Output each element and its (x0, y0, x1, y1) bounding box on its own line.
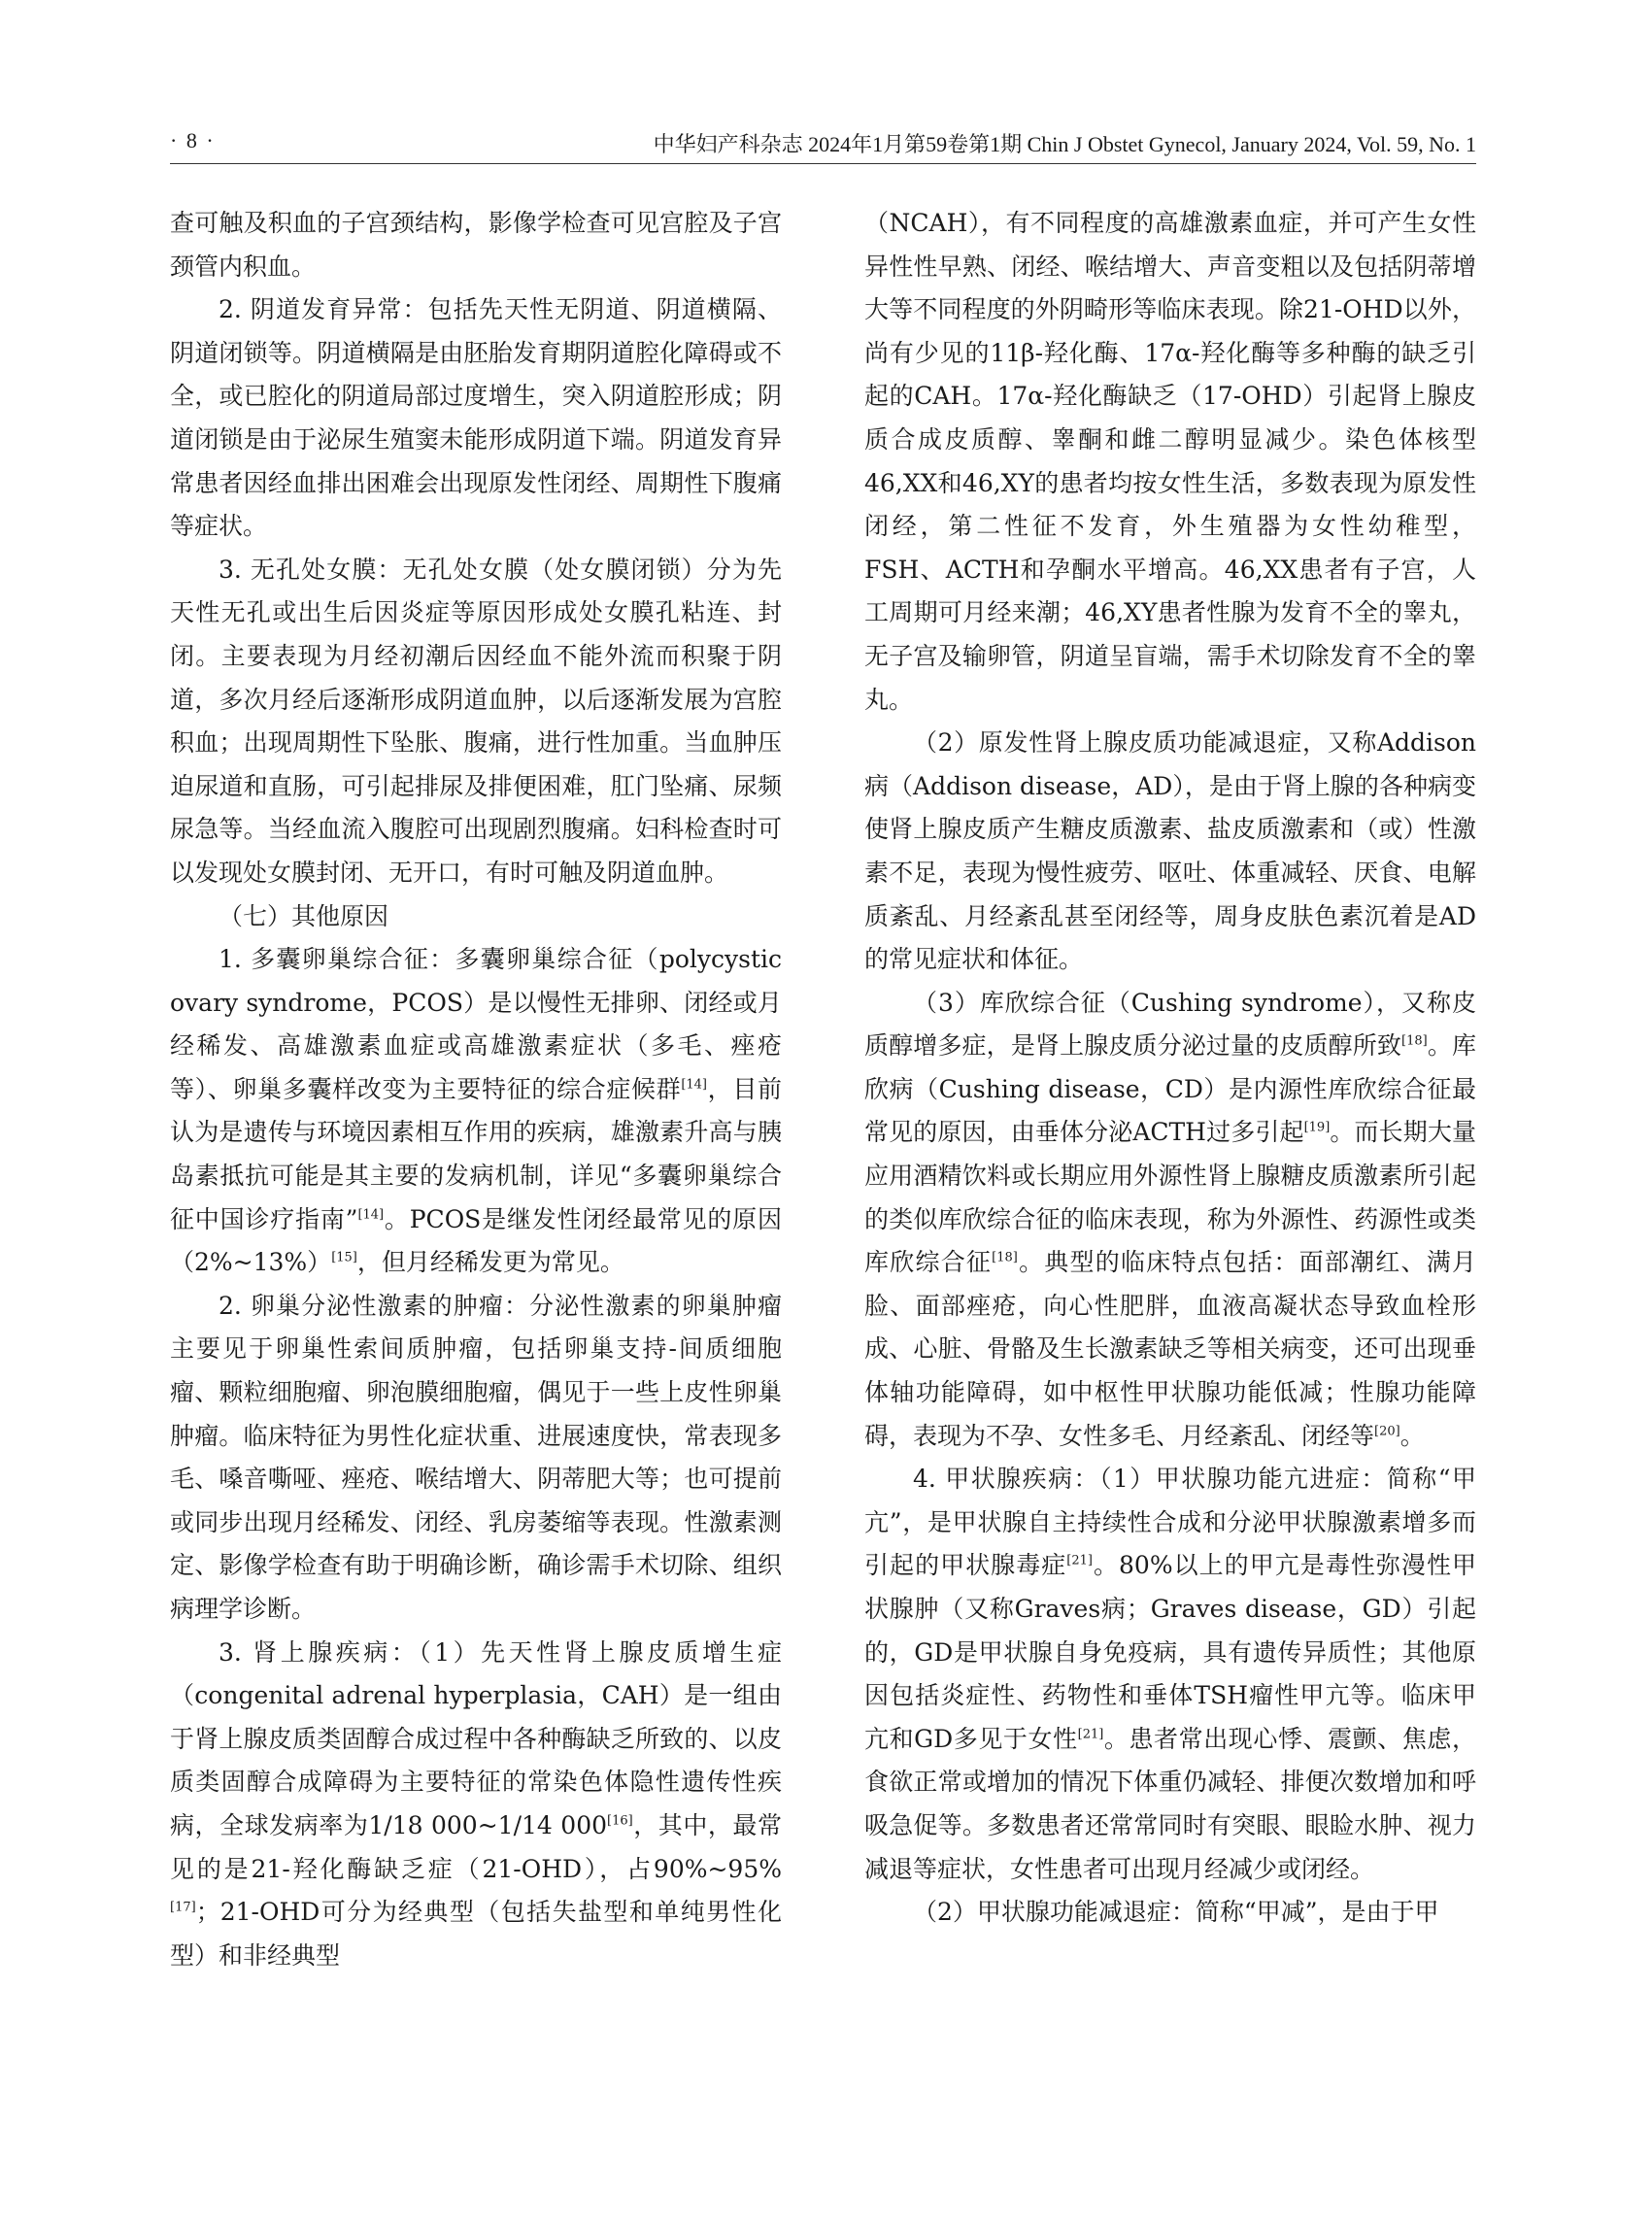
right-column (864, 202, 1476, 1935)
citation[interactable]: [14] (357, 1207, 385, 1223)
page-number: · 8 · (170, 128, 216, 152)
paragraph: 4. 甲状腺疾病：（1）甲状腺功能亢进症：简称“甲亢”，是甲状腺自主持续性合成和分泌甲状腺激素增多而引起的甲状腺毒症[21]。80%以上的甲亢是毒性弥漫性甲状腺肿（又称Graves病；Graves disease，GD）引起的，GD是甲状腺自身免疫病，具有遗传异质性；其他原因包括炎症性、药物性和垂体TSH瘤性甲亢等。临床甲亢和GD多见于女性[21]。患者常出现心悸、震颤、焦虑，食欲正常或增加的情况下体重仍减轻、排便次数增加和呼吸急促等。多数患者还常常同时有突眼、眼睑水肿、视力减退等症状，女性患者可出现月经减少或闭经。 (864, 1465, 1476, 1883)
citation[interactable]: [18] (1401, 1033, 1428, 1049)
journal-title: 中华妇产科杂志 2024年1月第59卷第1期 Chin J Obstet Gynecol, January 2024, Vol. 59, No. 1 (653, 132, 1476, 156)
paragraph: （2）甲状腺功能减退症：简称“甲减”，是由于甲 (913, 1898, 1439, 1927)
citation[interactable]: [16] (607, 1813, 633, 1829)
citation[interactable]: [21] (1077, 1727, 1104, 1742)
citation[interactable]: [19] (1303, 1121, 1331, 1136)
citation[interactable]: [14] (681, 1077, 707, 1093)
paragraph: （2）原发性肾上腺皮质功能减退症，又称Addison病（Addison disease，AD），是由于肾上腺的各种病变使肾上腺皮质产生糖皮质激素、盐皮质激素和（或）性激素不足，表现为慢性疲劳、呕吐、体重减轻、厌食、电解质紊乱、月经紊乱甚至闭经等，周身皮肤色素沉着是AD的常见症状和体征。 (864, 728, 1476, 974)
citation[interactable]: [21] (1066, 1554, 1093, 1569)
paragraph: 1. 多囊卵巢综合征：多囊卵巢综合征（polycystic ovary syndrome，PCOS）是以慢性无排卵、闭经或月经稀发、高雄激素血症或高雄激素症状（多毛、痤疮等）、卵巢多囊样改变为主要特征的综合症候群[14]，目前认为是遗传与环境因素相互作用的疾病，雄激素升高与胰岛素抵抗可能是其主要的发病机制，详见“多囊卵巢综合征中国诊疗指南”[14]。PCOS是继发性闭经最常见的原因（2%~13%）[15]，但月经稀发更为常见。 (170, 945, 782, 1277)
paragraph: 2. 阴道发育异常：包括先天性无阴道、阴道横隔、阴道闭锁等。阴道横隔是由胚胎发育期阴道腔化障碍或不全，或已腔化的阴道局部过度增生，突入阴道腔形成；阴道闭锁是由于泌尿生殖窦未能形成阴道下端。阴道发育异常患者因经血排出困难会出现原发性闭经、周期性下腹痛等症状。 (170, 295, 782, 541)
paragraph: （NCAH），有不同程度的高雄激素血症，并可产生女性异性性早熟、闭经、喉结增大、声音变粗以及包括阴蒂增大等不同程度的外阴畸形等临床表现。除21-OHD以外，尚有少见的11β-羟化酶、17α-羟化酶等多种酶的缺乏引起的CAH。17α-羟化酶缺乏（17-OHD）引起肾上腺皮质合成皮质醇、睾酮和雌二醇明显减少。染色体核型46,XX和46,XY的患者均按女性生活，多数表现为原发性闭经，第二性征不发育，外生殖器为女性幼稚型，FSH、ACTH和孕酮水平增高。46,XX患者有子宫，人工周期可月经来潮；46,XY患者性腺为发育不全的睾丸，无子宫及输卵管，阴道呈盲端，需手术切除发育不全的睾丸。 (864, 209, 1476, 714)
citation[interactable]: [17] (170, 1900, 196, 1915)
paragraph: 3. 无孔处女膜：无孔处女膜（处女膜闭锁）分为先天性无孔或出生后因炎症等原因形成处女膜孔粘连、封闭。主要表现为月经初潮后因经血不能外流而积聚于阴道，多次月经后逐渐形成阴道血肿，以后逐渐发展为宫腔积血；出现周期性下坠胀、腹痛，进行性加重。当血肿压迫尿道和直肠，可引起排尿及排便困难，肛门坠痛、尿频尿急等。当经血流入腹腔可出现剧烈腹痛。妇科检查时可以发现处女膜封闭、无开口，有时可触及阴道血肿。 (170, 555, 782, 887)
paragraph: 2. 卵巢分泌性激素的肿瘤：分泌性激素的卵巢肿瘤主要见于卵巢性索间质肿瘤，包括卵巢支持-间质细胞瘤、颗粒细胞瘤、卵泡膜细胞瘤，偶见于一些上皮性卵巢肿瘤。临床特征为男性化症状重、进展速度快，常表现多毛、嗓音嘶哑、痤疮、喉结增大、阴蒂肥大等；也可提前或同步出现月经稀发、闭经、乳房萎缩等表现。性激素测定、影像学检查有助于明确诊断，确诊需手术切除、组织病理学诊断。 (170, 1291, 782, 1623)
paragraph: 查可触及积血的子宫颈结构，影像学检查可见宫腔及子宫颈管内积血。 (170, 209, 782, 281)
section-heading: （七）其他原因 (219, 901, 389, 930)
citation[interactable]: [20] (1374, 1424, 1400, 1439)
citation[interactable]: [15] (331, 1250, 357, 1265)
citation[interactable]: [18] (992, 1250, 1018, 1265)
paragraph: 3. 肾上腺疾病：（1）先天性肾上腺皮质增生症（congenital adrenal hyperplasia，CAH）是一组由于肾上腺皮质类固醇合成过程中各种酶缺乏所致的、以皮质类固醇合成障碍为主要特征的常染色体隐性遗传性疾病，全球发病率为1/18 000~1/14 000[16]，其中，最常见的是21-羟化酶缺乏症（21-OHD），占90%~95%[17]；21-OHD可分为经典型（包括失盐型和单纯男性化型）和非经典型 (170, 1637, 782, 1970)
left-column (170, 202, 782, 1977)
running-header (170, 124, 1476, 164)
paragraph: （3）库欣综合征（Cushing syndrome），又称皮质醇增多症，是肾上腺皮质分泌过量的皮质醇所致[18]。库欣病（Cushing disease，CD）是内源性库欣综合征最常见的原因，由垂体分泌ACTH过多引起[19]。而长期大量应用酒精饮料或长期应用外源性肾上腺糖皮质激素所引起的类似库欣综合征的临床表现，称为外源性、药源性或类库欣综合征[18]。典型的临床特点包括：面部潮红、满月脸、面部痤疮，向心性肥胖，血液高凝状态导致血栓形成、心脏、骨骼及生长激素缺乏等相关病变，还可出现垂体轴功能障碍，如中枢性甲状腺功能低减；性腺功能障碍，表现为不孕、女性多毛、月经紊乱、闭经等[20]。 (864, 988, 1476, 1450)
